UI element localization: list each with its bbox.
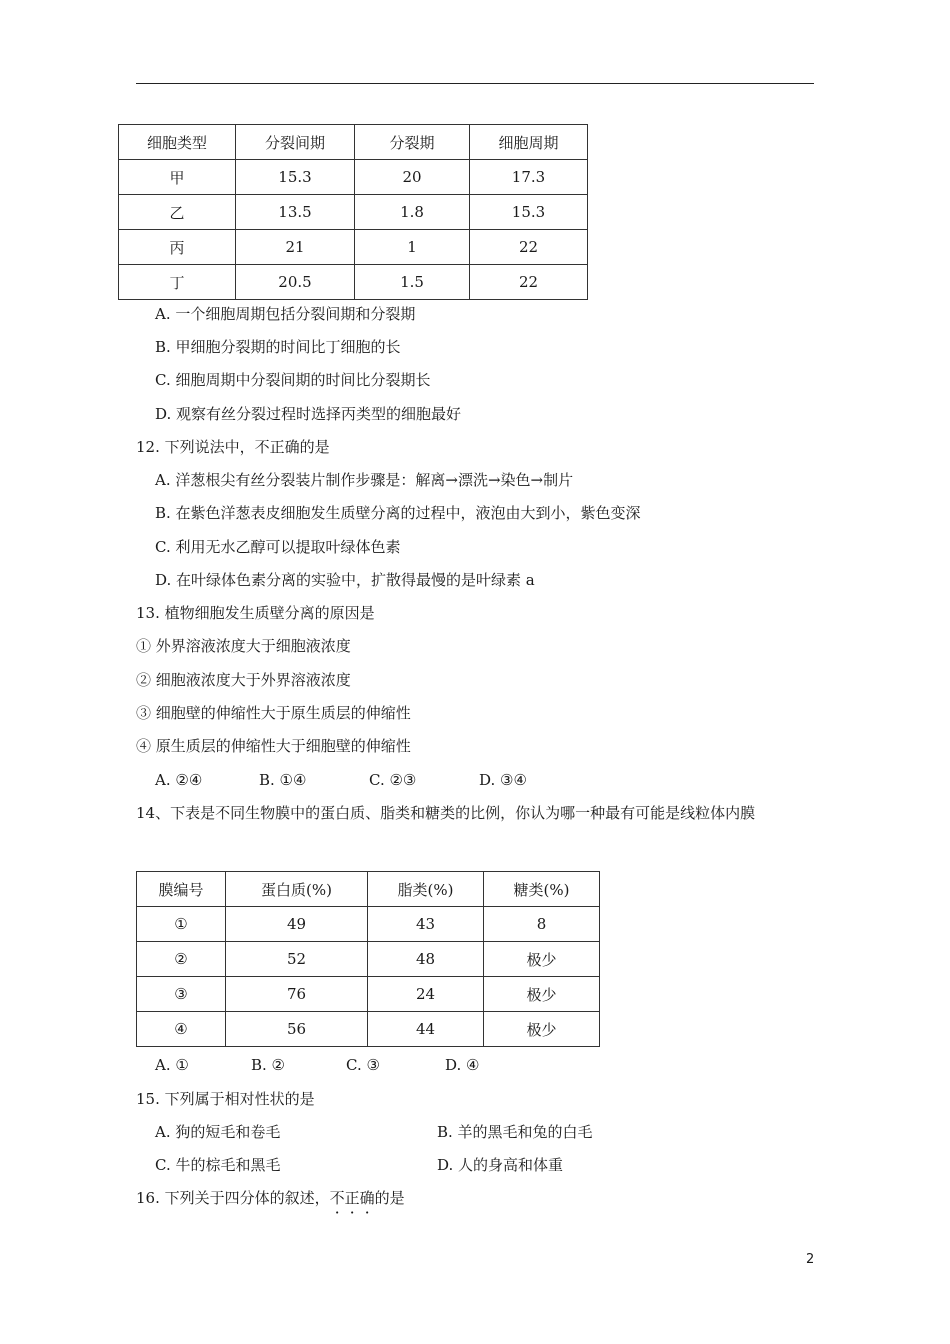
table-cell: 极少 bbox=[484, 942, 600, 977]
q13-statement-4: ④ 原生质层的伸缩性大于细胞壁的伸缩性 bbox=[136, 737, 411, 755]
table-cell: 13.5 bbox=[236, 195, 355, 230]
table-header-cell: 蛋白质(%) bbox=[226, 872, 368, 907]
q12-option-b: B. 在紫色洋葱表皮细胞发生质壁分离的过程中，液泡由大到小，紫色变深 bbox=[155, 504, 641, 522]
table-cell: 22 bbox=[470, 265, 588, 300]
q15-option-d: D. 人的身高和体重 bbox=[437, 1156, 564, 1174]
table-header-cell: 细胞类型 bbox=[119, 125, 236, 160]
table-row bbox=[119, 160, 588, 195]
emphasis-char: 确 bbox=[359, 1189, 375, 1207]
table-cell: 21 bbox=[236, 230, 355, 265]
emphasis-char: 不 bbox=[329, 1189, 345, 1207]
table-cell: 1 bbox=[355, 230, 470, 265]
header-rule bbox=[136, 83, 814, 84]
table-cell: 1.5 bbox=[355, 265, 470, 300]
table-header-cell: 脂类(%) bbox=[368, 872, 484, 907]
cell-cycle-table bbox=[118, 124, 588, 300]
q13-statement-1: ① 外界溶液浓度大于细胞液浓度 bbox=[136, 637, 351, 655]
q16-stem-suffix: 的是 bbox=[374, 1189, 405, 1207]
q11-option-a: A. 一个细胞周期包括分裂间期和分裂期 bbox=[155, 305, 416, 323]
q13-statement-2: ② 细胞液浓度大于外界溶液浓度 bbox=[136, 671, 351, 689]
table-cell: 8 bbox=[484, 907, 600, 942]
table-cell: 丁 bbox=[119, 265, 236, 300]
q15-option-a: A. 狗的短毛和卷毛 bbox=[155, 1123, 281, 1141]
q13-option-b: B. ①④ bbox=[259, 771, 307, 789]
table-cell: 48 bbox=[368, 942, 484, 977]
table-header-cell: 分裂间期 bbox=[236, 125, 355, 160]
table-row bbox=[119, 265, 588, 300]
table-cell: 20.5 bbox=[236, 265, 355, 300]
table-cell: 22 bbox=[470, 230, 588, 265]
table-header-cell: 细胞周期 bbox=[470, 125, 588, 160]
table-row bbox=[137, 1012, 600, 1047]
table-cell: ③ bbox=[137, 977, 226, 1012]
q13-statement-3: ③ 细胞壁的伸缩性大于原生质层的伸缩性 bbox=[136, 704, 411, 722]
table-cell: 乙 bbox=[119, 195, 236, 230]
table-cell: 43 bbox=[368, 907, 484, 942]
q15-option-b: B. 羊的黑毛和兔的白毛 bbox=[437, 1123, 593, 1141]
table-cell: 甲 bbox=[119, 160, 236, 195]
table-cell: 56 bbox=[226, 1012, 368, 1047]
table-cell: 15.3 bbox=[470, 195, 588, 230]
table-cell: 24 bbox=[368, 977, 484, 1012]
q11-option-c: C. 细胞周期中分裂间期的时间比分裂期长 bbox=[155, 371, 431, 389]
q14-option-c: C. ③ bbox=[346, 1056, 380, 1074]
table-row bbox=[137, 942, 600, 977]
table-cell: 15.3 bbox=[236, 160, 355, 195]
table-cell: 49 bbox=[226, 907, 368, 942]
table-header-row bbox=[137, 872, 600, 907]
table-header-cell: 分裂期 bbox=[355, 125, 470, 160]
q14-option-d: D. ④ bbox=[445, 1056, 480, 1074]
q11-option-d: D. 观察有丝分裂过程时选择丙类型的细胞最好 bbox=[155, 405, 462, 423]
q13-option-c: C. ②③ bbox=[369, 771, 417, 789]
table-header-cell: 糖类(%) bbox=[484, 872, 600, 907]
emphasis-char: 正 bbox=[344, 1189, 360, 1207]
table-row bbox=[137, 977, 600, 1012]
page-number: 2 bbox=[806, 1252, 815, 1267]
q14-option-b: B. ② bbox=[251, 1056, 286, 1074]
q13-option-d: D. ③④ bbox=[479, 771, 527, 789]
table-cell: ① bbox=[137, 907, 226, 942]
q12-option-c: C. 利用无水乙醇可以提取叶绿体色素 bbox=[155, 538, 401, 556]
q14-option-a: A. ① bbox=[155, 1056, 189, 1074]
q12-stem: 12. 下列说法中，不正确的是 bbox=[136, 438, 330, 456]
table-header-cell: 膜编号 bbox=[137, 872, 226, 907]
table-cell: 52 bbox=[226, 942, 368, 977]
table-row bbox=[137, 907, 600, 942]
table-row bbox=[119, 230, 588, 265]
table-cell: 20 bbox=[355, 160, 470, 195]
table-cell: 极少 bbox=[484, 977, 600, 1012]
q11-option-b: B. 甲细胞分裂期的时间比丁细胞的长 bbox=[155, 338, 401, 356]
table-cell: 1.8 bbox=[355, 195, 470, 230]
q13-option-a: A. ②④ bbox=[155, 771, 203, 789]
q12-option-d: D. 在叶绿体色素分离的实验中，扩散得最慢的是叶绿素 a bbox=[155, 571, 535, 589]
table-cell: ② bbox=[137, 942, 226, 977]
q15-stem: 15. 下列属于相对性状的是 bbox=[136, 1090, 315, 1108]
q14-stem: 14、下表是不同生物膜中的蛋白质、脂类和糖类的比例，你认为哪一种最有可能是线粒体内膜 bbox=[136, 804, 756, 822]
table-cell: 丙 bbox=[119, 230, 236, 265]
table-cell: ④ bbox=[137, 1012, 226, 1047]
q15-option-c: C. 牛的棕毛和黑毛 bbox=[155, 1156, 281, 1174]
membrane-composition-table bbox=[136, 871, 600, 1047]
q12-option-a: A. 洋葱根尖有丝分裂装片制作步骤是：解离→漂洗→染色→制片 bbox=[155, 471, 574, 489]
table-header-row bbox=[119, 125, 588, 160]
table-row bbox=[119, 195, 588, 230]
table-cell: 44 bbox=[368, 1012, 484, 1047]
q16-stem-prefix: 16. 下列关于四分体的叙述， bbox=[136, 1189, 330, 1207]
table-cell: 极少 bbox=[484, 1012, 600, 1047]
q13-stem: 13. 植物细胞发生质壁分离的原因是 bbox=[136, 604, 375, 622]
table-cell: 17.3 bbox=[470, 160, 588, 195]
q16-stem bbox=[136, 1188, 405, 1208]
table-cell: 76 bbox=[226, 977, 368, 1012]
